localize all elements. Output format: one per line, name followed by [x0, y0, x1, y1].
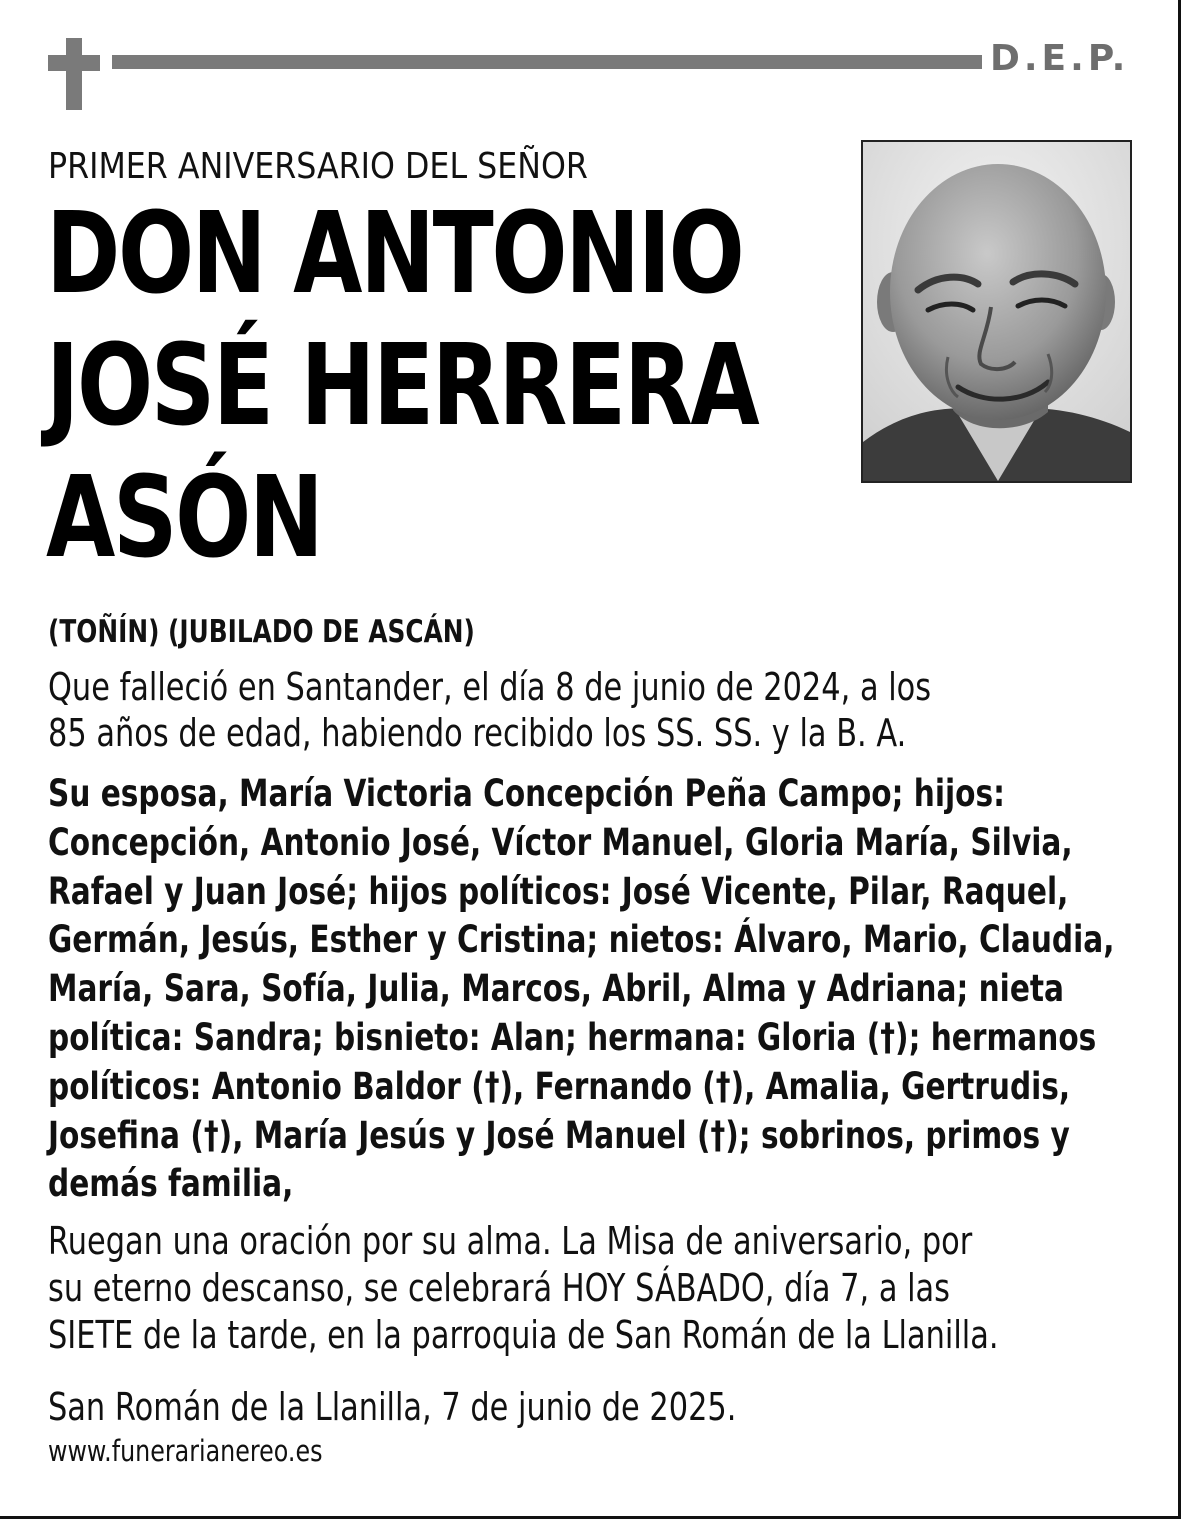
name-line: ASÓN — [46, 453, 322, 583]
name-line: DON ANTONIO — [46, 189, 743, 319]
text-line: María, Sara, Sofía, Julia, Marcos, Abril, Alma y Adriana; nieta — [48, 967, 1065, 1011]
header-rule — [112, 55, 982, 69]
text-line: Concepción, Antonio José, Víctor Manuel, Gloria María, Silvia, — [48, 820, 1073, 864]
text-line: Germán, Jesús, Esther y Cristina; nietos: Álvaro, Mario, Claudia, — [48, 918, 1115, 962]
dep-label: D.E.P. — [990, 38, 1130, 79]
portrait-photo — [861, 140, 1132, 483]
text-line: su eterno descanso, se celebrará HOY SÁBADO, día 7, a las — [48, 1266, 951, 1310]
text-line: 85 años de edad, habiendo recibido los SS. SS. y la B. A. — [48, 711, 907, 755]
name-line: JOSÉ HERRERA — [46, 321, 758, 451]
text-line: políticos: Antonio Baldor (†), Fernando (†), Amalia, Gertrudis, — [48, 1064, 1071, 1108]
text-line: Que falleció en Santander, el día 8 de junio de 2024, a los — [48, 665, 932, 709]
text-line: Josefina (†), María Jesús y José Manuel (†); sobrinos, primos y — [48, 1113, 1070, 1157]
deceased-name — [46, 188, 757, 584]
text-line: SIETE de la tarde, en la parroquia de San Román de la Llanilla. — [48, 1313, 999, 1357]
text-line: San Román de la Llanilla, 7 de junio de 2025. — [48, 1385, 737, 1429]
place-date — [48, 1384, 1104, 1430]
family-paragraph — [48, 770, 1115, 1209]
text-line: Rafael y Juan José; hijos políticos: José Vicente, Pilar, Raquel, — [48, 869, 1069, 913]
text-line: Su esposa, María Victoria Concepción Peña Campo; hijos: — [48, 772, 1005, 815]
text-line: demás familia, — [48, 1162, 294, 1206]
website-link[interactable]: www.funerarianereo.es — [48, 1434, 323, 1468]
intro-text: PRIMER ANIVERSARIO DEL SEÑOR — [48, 146, 588, 187]
nickname-line: (TOÑÍN) (JUBILADO DE ASCÁN) — [48, 614, 475, 650]
text-line: Ruegan una oración por su alma. La Misa de aniversario, por — [48, 1219, 973, 1263]
cross-icon — [48, 38, 100, 110]
text-line: política: Sandra; bisnieto: Alan; hermana: Gloria (†); hermanos — [48, 1015, 1097, 1059]
death-paragraph — [48, 664, 1104, 756]
prayer-paragraph — [48, 1218, 1104, 1359]
